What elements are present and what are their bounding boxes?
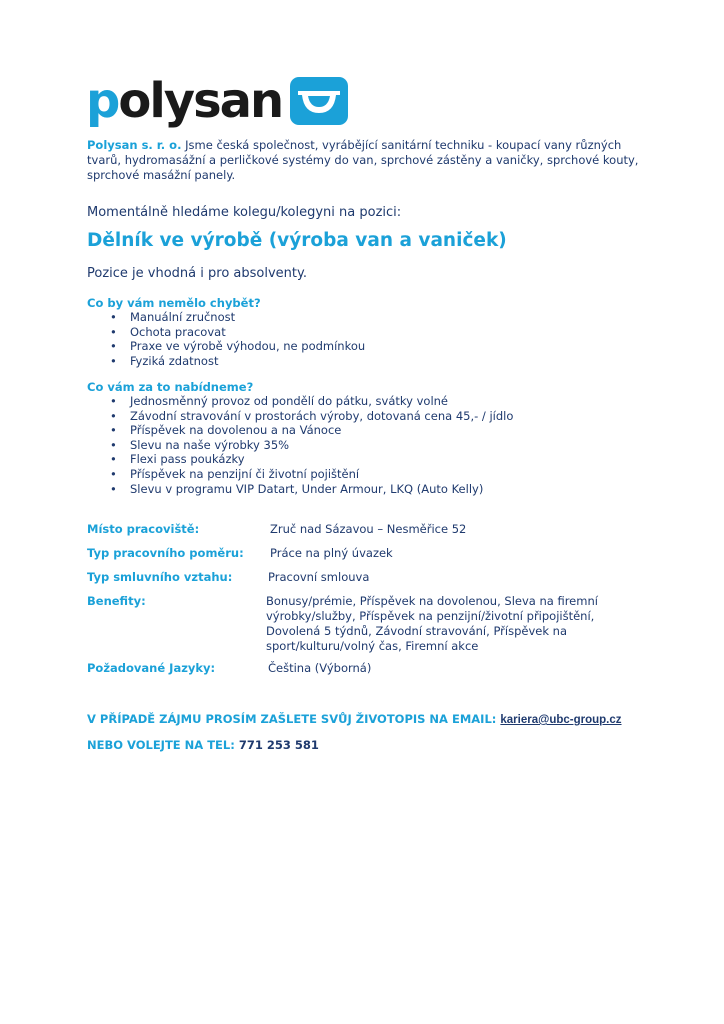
benefits-label: Benefity: xyxy=(87,594,146,608)
list-item: • Jednosměnný provoz od pondělí do pátku, svátky volné xyxy=(110,394,513,409)
logo-letter-p: p xyxy=(86,73,119,129)
company-description: Jsme česká společnost, vyrábějící sanitární techniku - koupací vany různých tvarů, hydromasážní a perličkové systémy do van, sprchové zástěny a vaničky, sprchové kouty, sprchové masážní panely. xyxy=(87,138,639,182)
list-item: • Příspěvek na dovolenou a na Vánoce xyxy=(110,423,513,438)
employment-type-label: Typ pracovního poměru: xyxy=(87,546,244,560)
phone-number: 771 253 581 xyxy=(238,738,319,752)
languages-label: Požadované Jazyky: xyxy=(87,661,216,675)
employment-type-value: Práce na plný úvazek xyxy=(270,546,393,560)
list-item: • Manuální zručnost xyxy=(110,310,365,325)
contract-type-label: Typ smluvního vztahu: xyxy=(87,570,233,584)
benefits-value xyxy=(266,594,598,654)
list-item: • Praxe ve výrobě výhodou, ne podmínkou xyxy=(110,339,365,354)
email-call-to-action xyxy=(87,712,622,726)
benefits-line: sport/kulturu/volný čas, Firemní akce xyxy=(266,639,479,653)
offer-heading: Co vám za to nabídneme? xyxy=(87,380,254,394)
requirements-list xyxy=(110,310,365,368)
company-name: Polysan s. r. o. xyxy=(87,138,182,152)
languages-value: Čeština (Výborná) xyxy=(268,661,372,675)
offer-list xyxy=(110,394,513,496)
workplace-label: Místo pracoviště: xyxy=(87,522,200,536)
benefits-line: Bonusy/prémie, Příspěvek na dovolenou, Sleva na firemní xyxy=(266,594,598,608)
email-label: V PŘÍPADĚ ZÁJMU PROSÍM ZAŠLETE SVŮJ ŽIVOTOPIS NA EMAIL: xyxy=(87,712,497,726)
list-item: • Ochota pracovat xyxy=(110,325,365,340)
list-item: • Příspěvek na penzijní či životní pojištění xyxy=(110,467,513,482)
email-link[interactable]: kariera@ubc-group.cz xyxy=(500,714,622,726)
workplace-value: Zruč nad Sázavou – Nesměřice 52 xyxy=(270,522,467,536)
position-title: Dělník ve výrobě (výroba van a vaniček) xyxy=(87,230,507,251)
looking-for-text: Momentálně hledáme kolegu/kolegyni na pozici: xyxy=(87,205,402,220)
suitable-note: Pozice je vhodná i pro absolventy. xyxy=(87,266,307,281)
bathtub-logo-icon xyxy=(290,77,348,125)
list-item: • Flexi pass poukázky xyxy=(110,452,513,467)
phone-call-to-action xyxy=(87,738,319,752)
company-intro xyxy=(87,138,647,183)
contract-type-value: Pracovní smlouva xyxy=(268,570,370,584)
requirements-heading: Co by vám nemělo chybět? xyxy=(87,296,261,310)
benefits-line: výrobky/služby, Příspěvek na penzijní/životní připojištění, xyxy=(266,609,595,623)
benefits-line: Dovolená 5 týdnů, Závodní stravování, Příspěvek na xyxy=(266,624,567,638)
list-item: • Závodní stravování v prostorách výroby, dotovaná cena 45,- / jídlo xyxy=(110,409,513,424)
logo-letters: olysan xyxy=(118,73,283,129)
logo-wordmark xyxy=(86,73,283,129)
polysan-logo xyxy=(86,73,348,129)
list-item: • Slevu na naše výrobky 35% xyxy=(110,438,513,453)
list-item: • Fyziká zdatnost xyxy=(110,354,365,369)
list-item: • Slevu v programu VIP Datart, Under Armour, LKQ (Auto Kelly) xyxy=(110,482,513,497)
phone-label: NEBO VOLEJTE NA TEL: xyxy=(87,738,235,752)
